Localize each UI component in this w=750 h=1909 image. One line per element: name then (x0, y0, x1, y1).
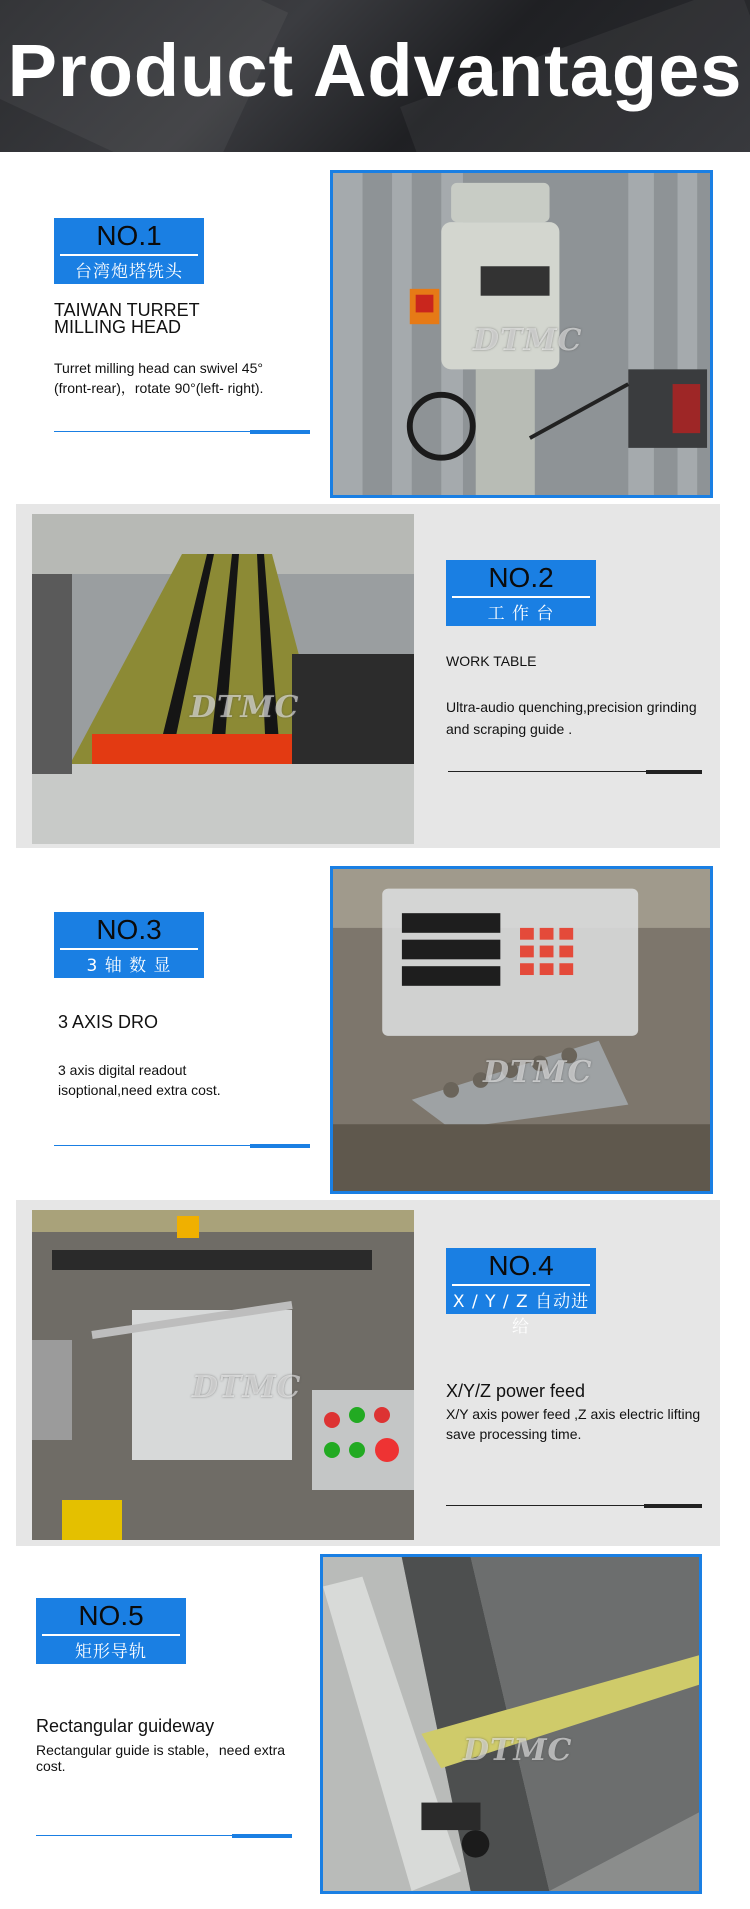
feature-cn-label: X / Y / Z 自动进给 (452, 1292, 590, 1337)
feature-photo (32, 514, 414, 844)
divider-line (448, 770, 702, 773)
feature-photo (320, 1554, 702, 1894)
feature-section-4 (16, 1200, 720, 1546)
feature-badge (36, 1598, 186, 1664)
feature-title: WORK TABLE (446, 653, 537, 669)
watermark-text: DTMC (463, 1733, 573, 1768)
feature-section-2 (16, 504, 720, 848)
feature-number: NO.3 (96, 914, 162, 945)
feature-badge (54, 218, 204, 284)
feature-title: Rectangular guideway (36, 1716, 215, 1736)
feature-title: TAIWAN TURRET MILLING HEAD (54, 300, 200, 337)
feature-section-3 (0, 848, 750, 1200)
feature-section-1 (0, 152, 750, 504)
feature-number: NO.5 (78, 1600, 144, 1631)
feature-cn-label: 工 作 台 (487, 604, 555, 624)
feature-cn-label: 矩形导轨 (75, 1642, 147, 1662)
feature-section-5 (0, 1546, 750, 1909)
feature-description: Turret milling head can swivel 45° (front-rear)，rotate 90°(left- right). (54, 360, 264, 396)
divider-line (54, 1144, 310, 1147)
feature-photo (330, 866, 713, 1194)
feature-number: NO.1 (96, 220, 162, 251)
feature-badge (446, 1248, 596, 1337)
watermark-text: DTMC (483, 1055, 593, 1090)
feature-description: 3 axis digital readout isoptional,need extra cost. (58, 1062, 221, 1098)
feature-photo (32, 1210, 414, 1540)
divider-line (54, 430, 310, 433)
feature-description: Ultra-audio quenching,precision grinding and scraping guide . (446, 699, 697, 737)
feature-cn-label: 3 轴 数 显 (86, 956, 172, 976)
feature-title: X/Y/Z power feed (446, 1381, 586, 1401)
feature-badge (54, 912, 204, 978)
feature-badge (446, 560, 596, 626)
work-table-image (32, 514, 414, 844)
feature-photo (330, 170, 713, 498)
page-header (0, 0, 750, 152)
feature-number: NO.2 (488, 562, 554, 593)
watermark-text: DTMC (190, 690, 300, 725)
watermark-text: DTMC (473, 323, 583, 358)
feature-cn-label: 台湾炮塔铣头 (75, 262, 183, 282)
feature-number: NO.4 (488, 1250, 554, 1281)
watermark-text: DTMC (192, 1370, 302, 1405)
divider-line (36, 1834, 292, 1837)
page-title: Product Advantages (7, 29, 743, 112)
dro-image (333, 869, 710, 1191)
feature-title: 3 AXIS DRO (58, 1012, 159, 1032)
divider-line (446, 1504, 702, 1507)
feature-description: Rectangular guide is stable，need extra cost. (36, 1742, 286, 1774)
feature-description: X/Y axis power feed ,Z axis electric lifting save processing time. (446, 1406, 701, 1442)
guideway-image (323, 1557, 699, 1891)
